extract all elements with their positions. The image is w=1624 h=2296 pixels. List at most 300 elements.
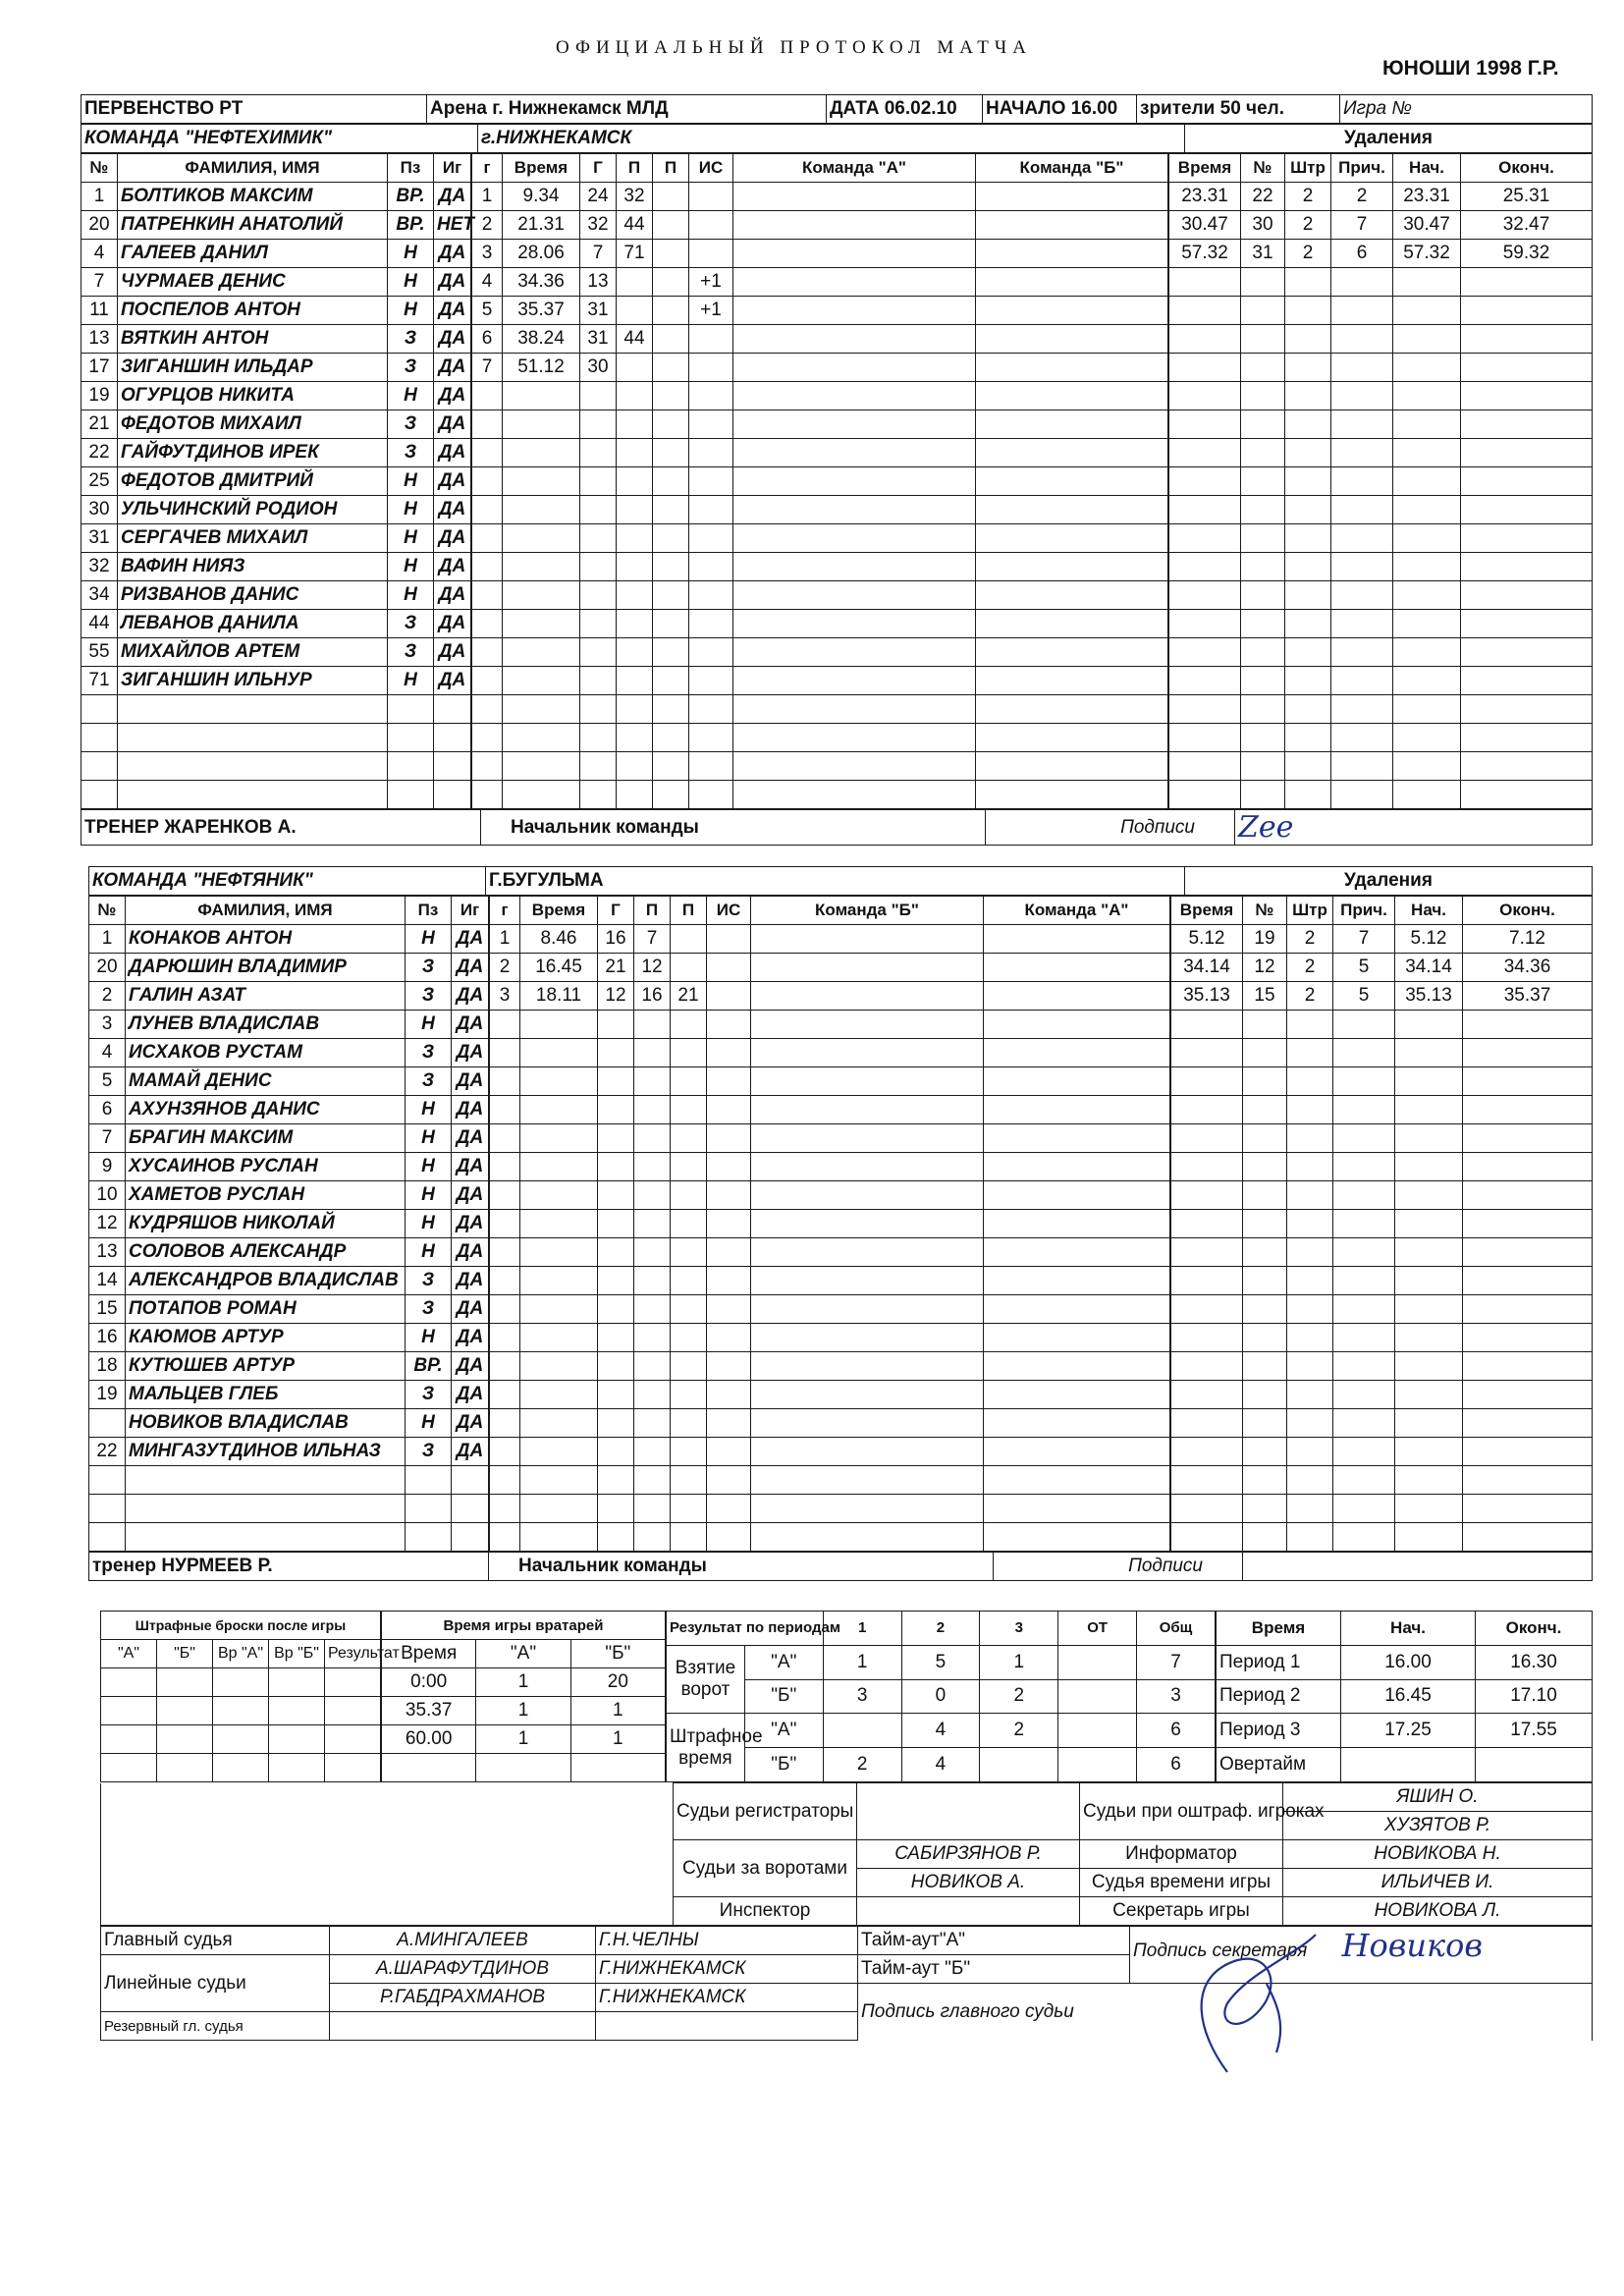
empty-cell [634,1381,671,1409]
penalty-row [1169,325,1593,354]
empty-cell [1463,1011,1593,1039]
col-goal: Г [580,154,617,183]
empty-cell [751,982,984,1011]
empty-cell [598,1067,634,1096]
empty-cell [707,1381,751,1409]
empty-cell [751,1438,984,1466]
empty-cell [598,1267,634,1295]
empty-cell [1395,1210,1463,1238]
empty-cell [1463,1153,1593,1181]
empty-cell [634,1238,671,1267]
empty-cell [503,752,580,781]
player-number: 31 [81,524,118,553]
empty-cell [1241,781,1285,809]
period-value: 3 [1137,1679,1216,1714]
empty-cell [751,1011,984,1039]
team-a-signature-label: Подписи [986,810,1235,846]
col-pz: Пз [406,897,452,925]
empty-cell [1393,581,1461,610]
empty-cell [976,752,1168,781]
player-position: З [406,1267,452,1295]
player-position [388,781,434,809]
empty-cell [751,1466,984,1495]
player-played [434,752,471,781]
empty-cell [490,1352,520,1381]
linesman-2: Р.ГАБДРАХМАНОВ [330,1984,596,2012]
empty-cell [751,1210,984,1238]
penalty-num: 12 [1243,954,1287,982]
goal-judge-1: САБИРЗЯНОВ Р. [857,1840,1080,1869]
empty-cell [1241,382,1285,410]
empty-cell [634,1324,671,1352]
goalie-cell: 1 [476,1697,570,1725]
empty-cell [976,439,1168,467]
empty-cell [490,1238,520,1267]
empty-cell [751,925,984,954]
empty-cell [520,1324,598,1352]
empty-cell [689,638,733,667]
goal-g: 3 [490,982,520,1011]
empty-cell [617,382,653,410]
empty-cell [751,1409,984,1438]
empty-cell [984,1438,1170,1466]
period-row [667,1679,1216,1714]
penalty-row [1169,553,1593,581]
team-b-section [88,866,1593,1581]
player-position: Н [388,667,434,695]
player-position: Н [406,1210,452,1238]
player-position: Н [388,382,434,410]
secretary-signature: Новиков [1341,1927,1483,1964]
empty-cell [1287,1409,1333,1438]
period-end: 16.30 [1476,1645,1593,1679]
period-value: 0 [901,1679,980,1714]
empty-cell [984,1523,1170,1552]
empty-cell [520,1295,598,1324]
player-number: 18 [89,1352,126,1381]
player-row [81,439,471,467]
empty-cell [1461,297,1593,325]
penalty-row [1171,1067,1593,1096]
penalty-reason: 7 [1331,211,1393,240]
goal-p1: 71 [617,240,653,268]
goal-row [472,240,1168,268]
col-name: ФАМИЛИЯ, ИМЯ [126,897,406,925]
period-value: 2 [823,1748,901,1782]
empty-cell [634,1352,671,1381]
goal-row [490,1466,1170,1495]
player-played: ДА [452,1438,489,1466]
empty-cell [1461,524,1593,553]
empty-cell [733,297,976,325]
player-position: Н [406,1324,452,1352]
player-number: 30 [81,496,118,524]
empty-cell [976,610,1168,638]
empty-cell [671,1381,707,1409]
empty-cell [653,467,689,496]
officials-table [100,1782,1593,1926]
empty-cell [1331,638,1393,667]
goals-label: Взятие ворот [667,1645,745,1714]
empty-cell [984,1124,1170,1153]
col-pen-time: Время [1169,154,1241,183]
player-position: З [388,410,434,439]
goal-p2 [653,211,689,240]
empty-cell [1285,695,1331,724]
empty-cell [1241,325,1285,354]
empty-cell [1171,1181,1243,1210]
empty-cell [1395,1295,1463,1324]
empty-cell [1287,1295,1333,1324]
empty-cell [671,1523,707,1552]
empty-cell [1243,1267,1287,1295]
penalty-row [1171,1381,1593,1409]
empty-cell [490,1039,520,1067]
player-position: Н [388,553,434,581]
empty-cell [1243,1039,1287,1067]
empty-cell [520,1381,598,1409]
penalty-row [1171,1238,1593,1267]
penalty-row [1169,211,1593,240]
empty-cell [472,439,503,467]
penalty-num: 19 [1243,925,1287,954]
empty-cell [580,439,617,467]
empty-cell [984,1267,1170,1295]
player-row [89,1124,489,1153]
empty-cell [1461,752,1593,781]
player-played: ДА [434,325,471,354]
goal-row [472,553,1168,581]
penalty-row [1171,1267,1593,1295]
empty-cell [617,467,653,496]
goal-p1: 44 [617,211,653,240]
empty-cell [1463,1466,1593,1495]
player-played: ДА [452,1067,489,1096]
period-value: 2 [980,1714,1058,1748]
col-assist2: П [653,154,689,183]
player-position [388,724,434,752]
penalty-min: 2 [1287,982,1333,1011]
empty-cell [1461,667,1593,695]
empty-cell [1171,1238,1243,1267]
player-name: ПАТРЕНКИН АНАТОЛИЙ [118,211,388,240]
goal-row [490,1267,1170,1295]
empty-cell [490,1011,520,1039]
empty-cell [1461,467,1593,496]
goal-row [472,638,1168,667]
penbox-label: Судьи при оштраф. игроках [1080,1783,1283,1840]
empty-cell [1461,695,1593,724]
empty-cell [1169,496,1241,524]
team-b-roster [88,896,489,1552]
empty-cell [1287,1495,1333,1523]
player-number: 9 [89,1153,126,1181]
empty-cell [1463,1039,1593,1067]
penalty-row [1169,240,1593,268]
goal-row [472,695,1168,724]
player-played: НЕТ [434,211,471,240]
empty-cell [689,610,733,638]
player-row [89,1267,489,1295]
player-position: З [406,982,452,1011]
empty-cell [1463,1210,1593,1238]
player-position: Н [388,524,434,553]
player-position: Н [388,297,434,325]
goal-row [472,752,1168,781]
player-played [452,1495,489,1523]
empty-cell [653,382,689,410]
empty-cell [751,1039,984,1067]
goal-time: 21.31 [503,211,580,240]
goal-g: 6 [472,325,503,354]
player-name: ВАФИН НИЯЗ [118,553,388,581]
penalty-reason: 2 [1331,183,1393,211]
empty-cell [1395,1153,1463,1181]
period-end: 17.55 [1476,1714,1593,1748]
player-number: 16 [89,1324,126,1352]
empty-cell [472,382,503,410]
empty-cell [1241,553,1285,581]
period-col: 3 [980,1612,1058,1646]
empty-cell [733,439,976,467]
player-number: 2 [89,982,126,1011]
empty-cell [520,1153,598,1181]
empty-cell [503,553,580,581]
empty-cell [1463,1096,1593,1124]
player-played: ДА [434,268,471,297]
empty-cell [1461,410,1593,439]
player-name: ИСХАКОВ РУСТАМ [126,1039,406,1067]
empty-cell [1243,1295,1287,1324]
empty-cell [598,1210,634,1238]
empty-cell [984,1352,1170,1381]
player-position: З [406,1295,452,1324]
player-name: КУДРЯШОВ НИКОЛАЙ [126,1210,406,1238]
empty-cell [689,439,733,467]
goal-g: 24 [580,183,617,211]
empty-cell [1241,610,1285,638]
penalty-row [1171,1153,1593,1181]
player-position: З [388,439,434,467]
linesman-1-city: Г.НИЖНЕКАМСК [596,1955,858,1984]
empty-cell [733,638,976,667]
empty-cell [1171,1124,1243,1153]
empty-cell [490,1409,520,1438]
period-start: 17.25 [1341,1714,1476,1748]
empty-cell [520,1238,598,1267]
main-referee-signature [1159,1925,1355,2082]
player-position [406,1523,452,1552]
col-g: г [490,897,520,925]
player-row [89,1011,489,1039]
empty-cell [976,382,1168,410]
empty-cell [671,1324,707,1352]
player-name: ОГУРЦОВ НИКИТА [118,382,388,410]
empty-cell [1241,695,1285,724]
player-number [81,724,118,752]
game-number: Игра № [1340,95,1593,124]
col-is: ИС [707,897,751,925]
match-header [81,94,1593,124]
penalty-row [1169,410,1593,439]
empty-cell [598,1523,634,1552]
empty-cell [1287,1523,1333,1552]
empty-cell [751,1153,984,1181]
empty-cell [490,1495,520,1523]
goal-is [689,354,733,382]
col-pen-min: Штр [1285,154,1331,183]
empty-cell [1243,1067,1287,1096]
player-played [434,695,471,724]
goal-row [490,1381,1170,1409]
goalie-cell: 20 [570,1668,665,1697]
shootout-col: "А" [101,1640,157,1668]
empty-cell [1461,268,1593,297]
player-number: 11 [81,297,118,325]
empty-cell [503,496,580,524]
empty-cell [1461,553,1593,581]
empty-cell [1169,354,1241,382]
championship: ПЕРВЕНСТВО РТ [81,95,427,124]
empty-cell [671,1495,707,1523]
empty-cell [1393,410,1461,439]
empty-cell [976,297,1168,325]
player-position: З [388,354,434,382]
col-num: № [89,897,126,925]
empty-cell [580,695,617,724]
goal-is [689,211,733,240]
empty-cell [1285,752,1331,781]
player-row [81,297,471,325]
penalty-time-label: Штрафное время [667,1714,745,1782]
player-played: ДА [434,667,471,695]
empty-cell [707,1124,751,1153]
player-played: ДА [452,1096,489,1124]
empty-cell [1243,1466,1287,1495]
period-end [1476,1748,1593,1782]
empty-cell [1241,524,1285,553]
empty-cell [1333,1523,1395,1552]
player-name: КОНАКОВ АНТОН [126,925,406,954]
penalty-min: 2 [1285,211,1331,240]
empty-cell [984,1039,1170,1067]
empty-cell [653,724,689,752]
goal-row [472,667,1168,695]
empty-cell [1287,1267,1333,1295]
goal-g: 1 [490,925,520,954]
period-value: 2 [980,1679,1058,1714]
empty-cell [1461,439,1593,467]
player-played: ДА [452,954,489,982]
empty-cell [1287,1438,1333,1466]
empty-cell [1333,1153,1395,1181]
empty-cell [1243,1409,1287,1438]
empty-cell [1243,1324,1287,1352]
player-played: ДА [452,1238,489,1267]
player-number [89,1466,126,1495]
empty-cell [984,1067,1170,1096]
goal-p2 [671,925,707,954]
goal-g: 21 [598,954,634,982]
empty-cell [653,581,689,610]
spectators: зрители 50 чел. [1137,95,1340,124]
period-value [1058,1645,1137,1679]
summary-section [100,1611,1593,2041]
goalie-row [382,1725,666,1754]
empty-cell [1333,1438,1395,1466]
empty-cell [503,695,580,724]
player-number: 4 [81,240,118,268]
empty-cell [1393,354,1461,382]
empty-cell [617,667,653,695]
player-name: ЛЕВАНОВ ДАНИЛА [118,610,388,638]
period-col: ОТ [1058,1612,1137,1646]
goal-g: 4 [472,268,503,297]
empty-cell [520,1466,598,1495]
informer: НОВИКОВА Н. [1283,1840,1593,1869]
empty-cell [689,724,733,752]
empty-cell [634,1039,671,1067]
linesman-2-city: Г.НИЖНЕКАМСК [596,1984,858,2012]
empty-cell [733,524,976,553]
empty-cell [976,581,1168,610]
empty-cell [1285,610,1331,638]
empty-cell [1463,1124,1593,1153]
empty-cell [984,1153,1170,1181]
referees-table [100,1926,1593,2041]
empty-cell [1331,325,1393,354]
empty-cell [617,410,653,439]
player-played [434,724,471,752]
period-time-row [1217,1679,1593,1714]
player-name [126,1495,406,1523]
col-pen-end: Оконч. [1463,897,1593,925]
empty-cell [1287,1466,1333,1495]
empty-cell [1241,354,1285,382]
empty-cell [671,1267,707,1295]
empty-cell [580,382,617,410]
empty-cell [1395,1181,1463,1210]
empty-cell [1169,268,1241,297]
empty-cell [1171,1295,1243,1324]
col-pen-num: № [1243,897,1287,925]
col-team-b: Команда "Б" [751,897,984,925]
empty-cell [1393,781,1461,809]
player-row [89,1352,489,1381]
goal-time: 9.34 [503,183,580,211]
player-name: МАМАЙ ДЕНИС [126,1067,406,1096]
goal-g: 31 [580,297,617,325]
period-results [666,1611,1216,1782]
time-title: Время [1217,1612,1341,1646]
goal-g: 3 [472,240,503,268]
period-value: 1 [823,1645,901,1679]
empty-cell [472,724,503,752]
goalie-cell: 1 [476,1725,570,1754]
goal-row [472,496,1168,524]
player-name [118,695,388,724]
empty-cell [1331,752,1393,781]
empty-cell [472,667,503,695]
empty-cell [634,1438,671,1466]
penalty-min: 2 [1287,925,1333,954]
age-group: ЮНОШИ 1998 Г.Р. [1382,57,1559,80]
penalty-row [1171,982,1593,1011]
empty-cell [976,695,1168,724]
empty-cell [1331,382,1393,410]
empty-cell [1171,1267,1243,1295]
player-name [118,752,388,781]
